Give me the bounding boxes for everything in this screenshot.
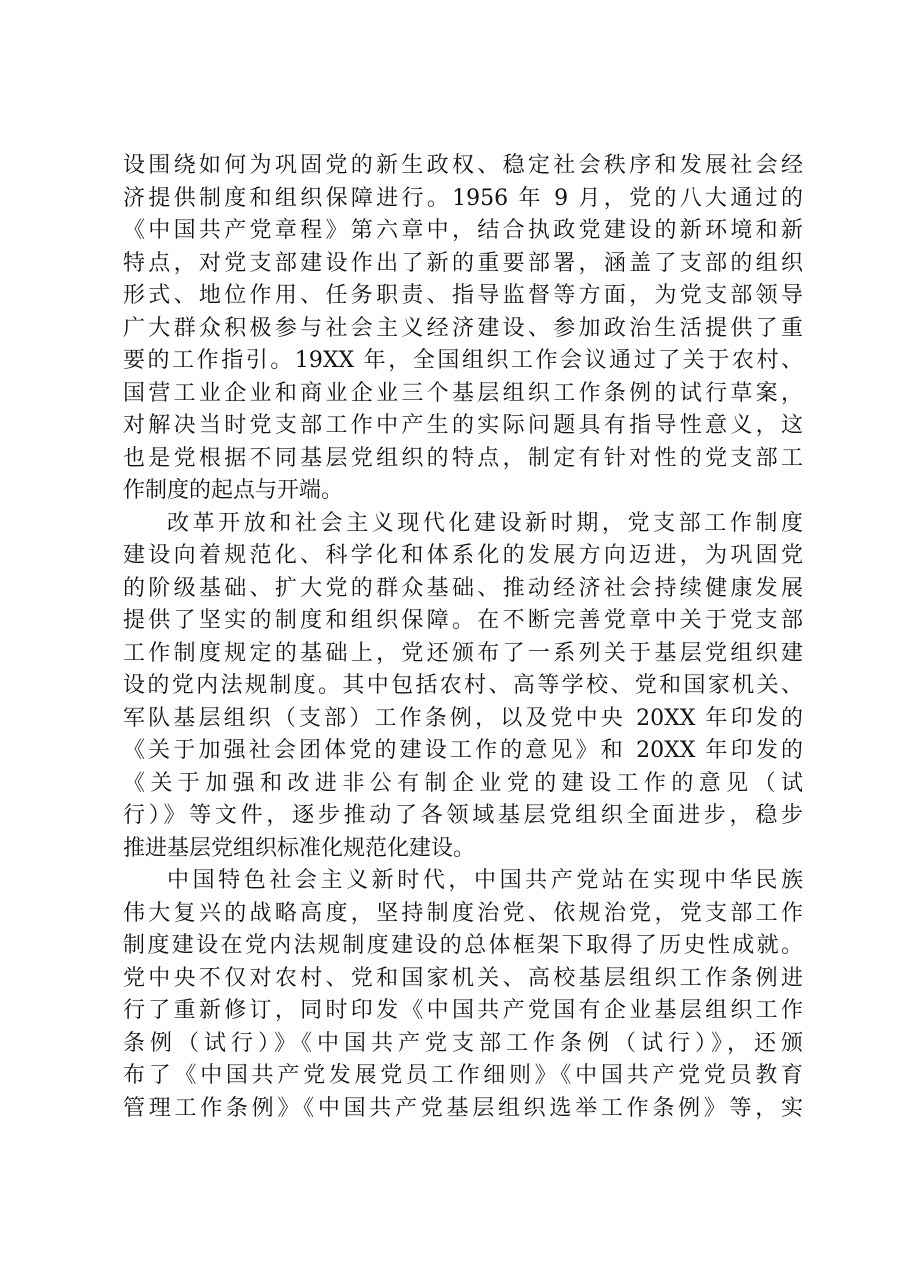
text-line: 制度建设在党内法规制度建设的总体框架下取得了历史性成就。 [123,933,803,958]
paragraph-2 [123,508,803,866]
text-line: 《中国共产党章程》第六章中，结合执政党建设的新环境和新 [123,218,803,243]
text-line: 布了《中国共产党发展党员工作细则》《中国共产党党员教育 [123,1063,803,1088]
text-line: 的阶级基础、扩大党的群众基础、推动经济社会持续健康发展 [123,575,803,601]
text-line: 形式、地位作用、任务职责、指导监督等方面，为党支部领导 [123,283,803,308]
text-line: 要的工作指引。19XX 年，全国组织工作会议通过了关于农村、 [123,348,803,373]
text-line: 《关于加强和改进非公有制企业党的建设工作的意见（试 [123,770,803,796]
document-body [123,150,803,1125]
text-line: 伟大复兴的战略高度，坚持制度治党、依规治党，党支部工作 [123,900,803,926]
text-line: 管理工作条例》《中国共产党基层组织选举工作条例》等，实 [123,1095,803,1121]
paragraph-3 [123,865,803,1125]
text-line: 行了重新修订，同时印发《中国共产党国有企业基层组织工作 [123,998,803,1023]
text-line: 推进基层党组织标准化规范化建设。 [123,835,476,861]
text-line: 中国特色社会主义新时代，中国共产党站在实现中华民族 [167,868,803,893]
text-line: 济提供制度和组织保障进行。1956 年 9 月，党的八大通过的 [123,185,803,211]
text-line: 工作制度规定的基础上，党还颁布了一系列关于基层党组织建 [123,640,803,666]
text-line: 对解决当时党支部工作中产生的实际问题具有指导性意义，这 [123,413,803,438]
text-line: 条例（试行）》《中国共产党支部工作条例（试行）》，还颁 [123,1030,803,1056]
paragraph-1 [123,150,803,508]
text-line: 建设向着规范化、科学化和体系化的发展方向迈进，为巩固党 [123,543,803,568]
text-line: 行）》等文件，逐步推动了各领域基层党组织全面进步，稳步 [123,803,803,828]
text-line: 设的党内法规制度。其中包括农村、高等学校、党和国家机关、 [123,673,803,698]
text-line: 提供了坚实的制度和组织保障。在不断完善党章中关于党支部 [123,608,803,633]
text-line: 也是党根据不同基层党组织的特点，制定有针对性的党支部工 [123,445,803,471]
text-line: 广大群众积极参与社会主义经济建设、参加政治生活提供了重 [123,315,803,341]
text-line: 《关于加强社会团体党的建设工作的意见》和 20XX 年印发的 [123,738,803,763]
text-line: 国营工业企业和商业企业三个基层组织工作条例的试行草案， [123,380,803,406]
text-line: 作制度的起点与开端。 [123,478,344,503]
text-line: 特点，对党支部建设作出了新的重要部署，涵盖了支部的组织 [123,250,803,276]
text-line: 军队基层组织（支部）工作条例，以及党中央 20XX 年印发的 [123,705,803,731]
text-line: 党中央不仅对农村、党和国家机关、高校基层组织工作条例进 [123,965,803,991]
text-line: 设围绕如何为巩固党的新生政权、稳定社会秩序和发展社会经 [123,153,803,178]
text-line: 改革开放和社会主义现代化建设新时期，党支部工作制度 [167,510,803,536]
